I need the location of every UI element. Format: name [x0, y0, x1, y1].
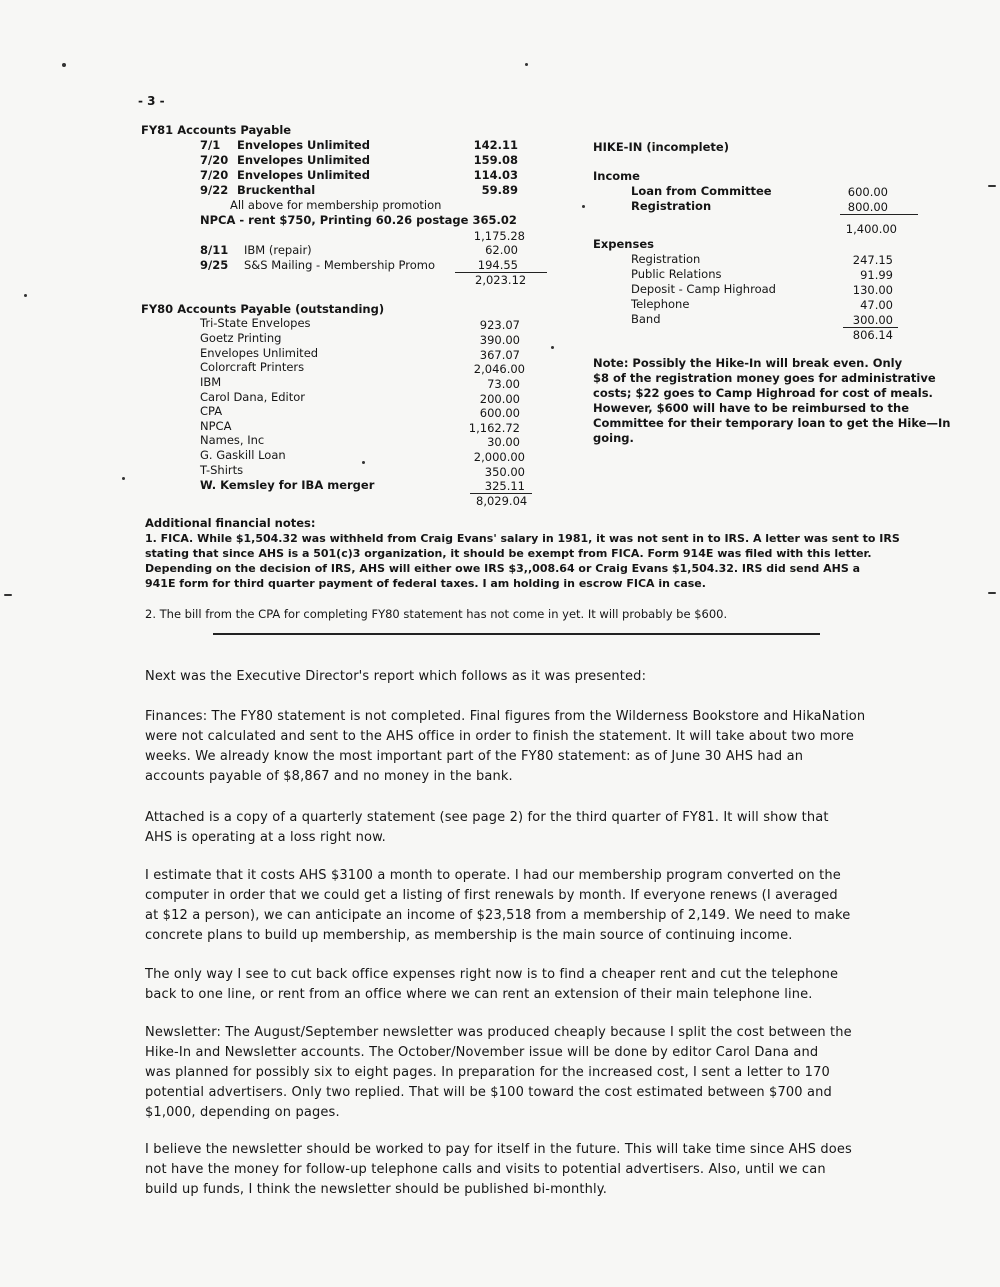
scan-speck — [122, 477, 125, 480]
fy80-row-desc: Goetz Printing — [200, 331, 282, 345]
income-total: 1,400.00 — [845, 222, 897, 236]
fy81-row-date: 8/11 — [200, 243, 229, 257]
fy80-row-amount: 30.00 — [487, 435, 520, 449]
scan-speck — [4, 594, 12, 596]
report-intro: Next was the Executive Director's report which follows as it was presented: — [145, 669, 647, 684]
expense-row-amount: 300.00 — [852, 313, 893, 327]
expense-row-desc: Public Relations — [631, 267, 722, 281]
income-row-amount: 800.00 — [847, 200, 888, 214]
expense-row-desc: Band — [631, 312, 661, 326]
scan-speck — [525, 63, 528, 66]
fy80-row-amount: 923.07 — [479, 318, 520, 332]
fy80-row-amount: 600.00 — [479, 406, 520, 420]
fy80-row-desc: Tri-State Envelopes — [200, 316, 311, 330]
fy80-row-desc: W. Kemsley for IBA merger — [200, 478, 375, 492]
hikein-note-line: Committee for their temporary loan to get the Hike—In — [593, 416, 951, 430]
scan-speck — [988, 185, 996, 187]
fy81-row-date: 7/20 — [200, 153, 229, 167]
note-2: 2. The bill from the CPA for completing FY80 statement has not come in yet. It will probably be $600. — [145, 607, 728, 621]
fy80-row-desc: Envelopes Unlimited — [200, 346, 319, 360]
fy80-row-amount: 73.00 — [487, 377, 520, 391]
estimate-line: I estimate that it costs AHS $3100 a month to operate. I had our membership program converted on the — [145, 868, 841, 883]
fy81-row-date: 7/20 — [200, 168, 229, 182]
finances-line: accounts payable of $8,867 and no money in the bank. — [145, 769, 513, 784]
fy81-row-amount: 194.55 — [477, 258, 518, 272]
fy80-total: 8,029.04 — [476, 494, 528, 508]
estimate-line: concrete plans to build up membership, as membership is the main source of continuing income. — [145, 928, 793, 943]
fy80-row-desc: Colorcraft Printers — [200, 360, 305, 374]
fy81-row-amount: 59.89 — [481, 183, 518, 197]
expense-row-desc: Registration — [631, 252, 701, 266]
fy81-note: All above for membership promotion — [230, 198, 442, 212]
newsletter-line: potential advertisers. Only two replied. That will be $100 toward the cost estimated between $700 and — [145, 1085, 832, 1100]
fy80-row-amount: 325.11 — [484, 479, 525, 493]
attached-line: Attached is a copy of a quarterly statement (see page 2) for the third quarter of FY81. It will show that — [145, 810, 829, 825]
office-expenses-line: back to one line, or rent from an office where we can rent an extension of their main telephone line. — [145, 987, 813, 1002]
fy81-row-desc: Bruckenthal — [237, 183, 316, 197]
finances-line: were not calculated and sent to the AHS office in order to finish the statement. It will take about two more — [145, 729, 855, 744]
fy81-row-desc: Envelopes Unlimited — [237, 153, 370, 167]
fy80-row-amount: 200.00 — [479, 392, 520, 406]
expense-row-amount: 91.99 — [860, 268, 893, 282]
note-1-line: 941E form for third quarter payment of federal taxes. I am holding in escrow FICA in case. — [145, 577, 706, 590]
hikein-title: HIKE-IN (incomplete) — [593, 140, 729, 154]
fy80-row-desc: T-Shirts — [200, 463, 244, 477]
fy81-row-desc: Envelopes Unlimited — [237, 138, 370, 152]
expenses-label: Expenses — [593, 237, 654, 251]
fy80-row-amount: 367.07 — [479, 348, 520, 362]
expense-row-amount: 47.00 — [860, 298, 893, 312]
fy81-row-desc: S&S Mailing - Membership Promo — [244, 258, 436, 272]
fy80-title: FY80 Accounts Payable (outstanding) — [141, 302, 385, 316]
finances-line: Finances: The FY80 statement is not completed. Final figures from the Wilderness Bookstore and HikaNation — [145, 709, 866, 724]
hikein-note-line: $8 of the registration money goes for administrative — [593, 371, 936, 385]
scan-speck — [988, 592, 996, 594]
believe-line: not have the money for follow-up telephone calls and visits to potential advertisers. Also, until we can — [145, 1162, 826, 1177]
expense-row-amount: 247.15 — [852, 253, 893, 267]
hikein-note-line: costs; $22 goes to Camp Highroad for cost of meals. — [593, 386, 933, 400]
finances-paragraph — [145, 707, 915, 787]
finances-line: weeks. We already know the most important part of the FY80 statement: as of June 30 AHS had an — [145, 749, 804, 764]
income-total-rule — [840, 214, 918, 215]
scan-speck — [582, 205, 585, 208]
scan-speck — [362, 461, 365, 464]
fy81-row-amount: 114.03 — [473, 168, 518, 182]
scan-speck — [24, 294, 27, 297]
newsletter-line: was planned for possibly six to eight pages. In preparation for the increased cost, I sent a letter to 170 — [145, 1065, 830, 1080]
fy81-npca-line: NPCA - rent $750, Printing 60.26 postage 365.02 — [200, 213, 517, 227]
hikein-note-line: However, $600 will have to be reimbursed to the — [593, 401, 909, 415]
expenses-total: 806.14 — [852, 328, 893, 342]
office-expenses-line: The only way I see to cut back office expenses right now is to find a cheaper rent and cut the telephone — [145, 967, 839, 982]
attached-line: AHS is operating at a loss right now. — [145, 830, 386, 845]
hikein-note-line: going. — [593, 431, 634, 445]
believe-line: I believe the newsletter should be worked to pay for itself in the future. This will take time since AHS does — [145, 1142, 852, 1157]
estimate-paragraph — [145, 866, 915, 946]
scan-speck — [551, 346, 554, 349]
fy80-row-amount: 390.00 — [479, 333, 520, 347]
believe-line: build up funds, I think the newsletter should be published bi-monthly. — [145, 1182, 608, 1197]
fy81-row-amount: 62.00 — [485, 243, 518, 257]
hikein-note — [593, 356, 950, 446]
expense-row-desc: Telephone — [631, 297, 690, 311]
income-row-desc: Loan from Committee — [631, 184, 772, 198]
fy81-row-desc: Envelopes Unlimited — [237, 168, 370, 182]
estimate-line: at $12 a person), we can anticipate an income of $23,518 from a membership of 2,149. We need to make — [145, 908, 851, 923]
fy80-row-desc: Names, Inc — [200, 433, 265, 447]
expense-row-desc: Deposit - Camp Highroad — [631, 282, 776, 296]
income-row-amount: 600.00 — [847, 185, 888, 199]
section-divider — [213, 633, 820, 635]
newsletter-line: Newsletter: The August/September newsletter was produced cheaply because I split the cost between the — [145, 1025, 852, 1040]
fy81-row-amount: 142.11 — [473, 138, 518, 152]
fy81-total: 2,023.12 — [475, 273, 527, 287]
page-number: - 3 - — [138, 94, 165, 108]
fy80-row-desc: CPA — [200, 404, 223, 418]
hikein-note-line: Note: Possibly the Hike-In will break even. Only — [593, 356, 903, 370]
fy81-row-date: 7/1 — [200, 138, 221, 152]
fy81-title: FY81 Accounts Payable — [141, 123, 292, 137]
fy80-row-desc: Carol Dana, Editor — [200, 390, 306, 404]
newsletter-line: Hike-In and Newsletter accounts. The October/November issue will be done by editor Carol Dana and — [145, 1045, 819, 1060]
additional-heading: Additional financial notes: — [145, 516, 316, 530]
note-1-line: 1. FICA. While $1,504.32 was withheld from Craig Evans' salary in 1981, it was not sent in to IRS. A letter was sent to IRS — [145, 532, 900, 545]
attached-paragraph — [145, 808, 915, 848]
income-label: Income — [593, 169, 640, 183]
note-1-line: Depending on the decision of IRS, AHS will either owe IRS $3,,008.64 or Craig Evans $1,504.32. IRS did send AHS a — [145, 562, 860, 575]
fy80-row-amount: 2,000.00 — [473, 450, 525, 464]
fy80-row-amount: 350.00 — [484, 465, 525, 479]
fy80-row-desc: NPCA — [200, 419, 232, 433]
fy81-row-amount: 159.08 — [473, 153, 518, 167]
fy80-row-desc: G. Gaskill Loan — [200, 448, 286, 462]
fy81-row-date: 9/25 — [200, 258, 229, 272]
estimate-line: computer in order that we could get a listing of first renewals by month. If everyone renews (I averaged — [145, 888, 838, 903]
fy80-row-amount: 1,162.72 — [468, 421, 520, 435]
newsletter-paragraph — [145, 1023, 915, 1123]
newsletter-line: $1,000, depending on pages. — [145, 1105, 340, 1120]
fy81-subtotal: 1,175.28 — [473, 229, 525, 243]
note-1 — [145, 531, 945, 591]
income-row-desc: Registration — [631, 199, 712, 213]
believe-paragraph — [145, 1140, 915, 1200]
expense-row-amount: 130.00 — [852, 283, 893, 297]
fy81-row-date: 9/22 — [200, 183, 229, 197]
fy81-row-desc: IBM (repair) — [244, 243, 312, 257]
fy80-row-amount: 2,046.00 — [473, 362, 525, 376]
scan-speck — [62, 63, 66, 67]
fy80-row-desc: IBM — [200, 375, 222, 389]
note-1-line: stating that since AHS is a 501(c)3 organization, it should be exempt from FICA. Form 914E was filed with this letter. — [145, 547, 872, 560]
office-expenses-paragraph — [145, 965, 915, 1005]
